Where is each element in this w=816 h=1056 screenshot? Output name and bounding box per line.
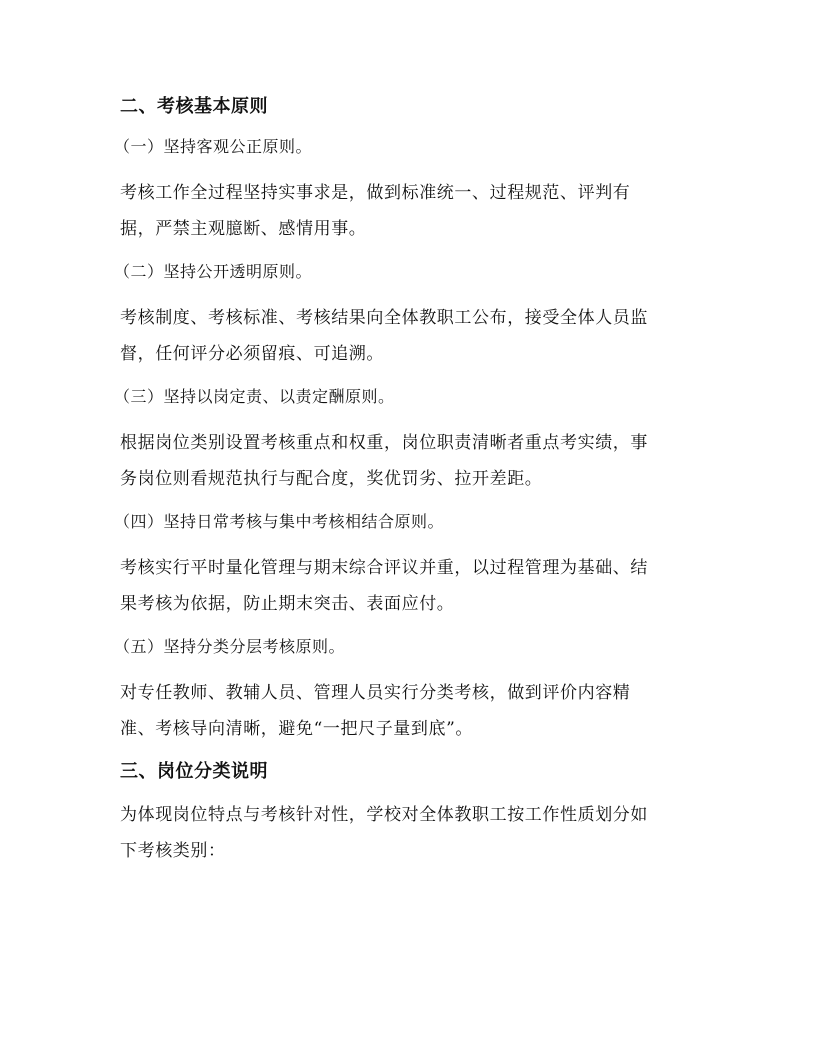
post-classification-paragraph bbox=[120, 797, 700, 869]
principle-5-paragraph bbox=[120, 675, 700, 747]
principle-5-subheading: （五）坚持分类分层考核原则。 bbox=[114, 637, 346, 656]
section-heading-post-classification: 三、岗位分类说明 bbox=[120, 761, 268, 782]
principle-4-subheading: （四）坚持日常考核与集中考核相结合原则。 bbox=[114, 512, 445, 531]
principle-2-subheading: （二）坚持公开透明原则。 bbox=[114, 262, 313, 281]
principle-1-paragraph bbox=[120, 175, 700, 247]
principle-1-subheading: （一）坚持客观公正原则。 bbox=[114, 137, 313, 156]
principle-4-paragraph bbox=[120, 550, 700, 622]
paragraph-line: 考核制度、考核标准、考核结果向全体教职工公布，接受全体人员监 bbox=[120, 308, 648, 328]
paragraph-line: 为体现岗位特点与考核针对性，学校对全体教职工按工作性质划分如 bbox=[120, 805, 648, 825]
paragraph-line: 务岗位则看规范执行与配合度，奖优罚劣、拉开差距。 bbox=[120, 469, 543, 489]
principle-2-paragraph bbox=[120, 300, 700, 372]
paragraph-line: 果考核为依据，防止期末突击、表面应付。 bbox=[120, 594, 455, 614]
paragraph-line: 下考核类别： bbox=[120, 841, 226, 861]
paragraph-line: 督，任何评分必须留痕、可追溯。 bbox=[120, 344, 384, 364]
section-heading-principles: 二、考核基本原则 bbox=[120, 96, 268, 117]
paragraph-line: 据，严禁主观臆断、感情用事。 bbox=[120, 219, 367, 239]
paragraph-line: 对专任教师、教辅人员、管理人员实行分类考核，做到评价内容精 bbox=[120, 683, 631, 703]
paragraph-line: 考核实行平时量化管理与期末综合评议并重，以过程管理为基础、结 bbox=[120, 558, 648, 578]
principle-3-subheading: （三）坚持以岗定责、以责定酬原则。 bbox=[114, 387, 395, 406]
paragraph-line: 考核工作全过程坚持实事求是，做到标准统一、过程规范、评判有 bbox=[120, 183, 631, 203]
paragraph-line: 根据岗位类别设置考核重点和权重，岗位职责清晰者重点考实绩，事 bbox=[120, 433, 648, 453]
document-page bbox=[114, 92, 700, 879]
paragraph-line: 准、考核导向清晰，避免“一把尺子量到底”。 bbox=[120, 719, 473, 739]
principle-3-paragraph bbox=[120, 425, 700, 497]
